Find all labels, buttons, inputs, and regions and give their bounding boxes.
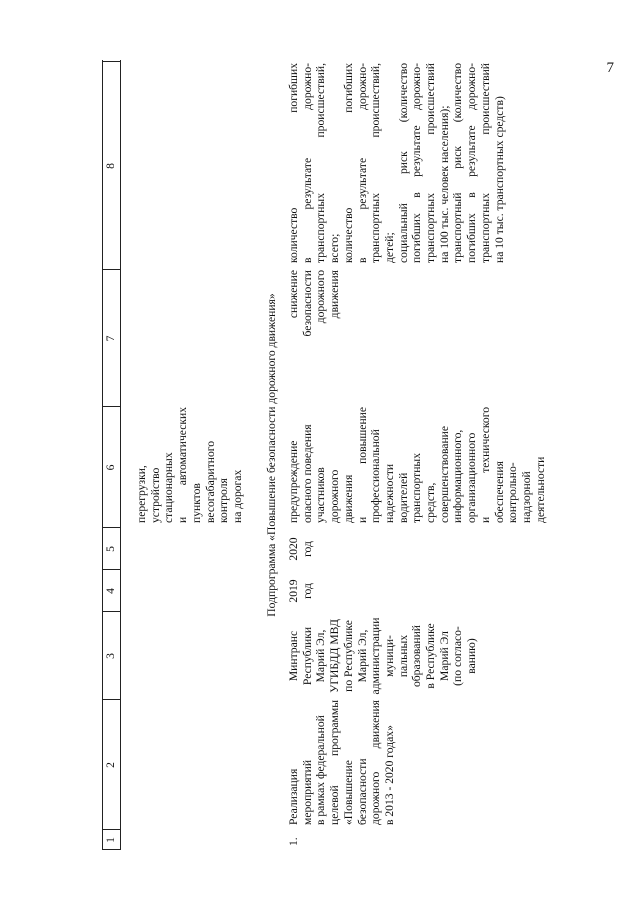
text-line: количество погибших	[287, 63, 300, 263]
text-line: информационного,	[451, 429, 465, 523]
column-number-7: 7	[104, 335, 117, 342]
text-line: транспортных	[410, 452, 424, 523]
text-line: пунктов	[189, 483, 203, 523]
text-line: транспортный риск (количество	[451, 63, 465, 263]
rotated-table	[102, 60, 547, 850]
row1-col7	[287, 270, 342, 345]
text-line: водителей	[396, 472, 410, 523]
text-line: образований	[410, 624, 424, 688]
text-line: контроля	[217, 478, 231, 523]
top-row-col6	[135, 407, 245, 523]
text-line: организационного	[465, 432, 479, 523]
text-line: надзорной	[519, 471, 533, 523]
text-line: целевой программы	[328, 700, 342, 825]
text-line: и автоматических	[176, 407, 190, 523]
text-line: и повышение	[355, 407, 369, 523]
column-number-3: 3	[104, 653, 117, 659]
column-number-2: 2	[104, 762, 117, 768]
text-line: устройство	[148, 467, 162, 523]
text-line: участников	[314, 467, 328, 523]
text-line: дорожного	[328, 469, 342, 523]
text-line: дорожного	[314, 270, 328, 324]
text-line: в результате дорожно-	[355, 63, 369, 263]
text-line: на 10 тыс. транспортных средств)	[492, 96, 506, 263]
row1-col4	[287, 570, 314, 612]
text-line: администрации	[369, 617, 383, 695]
text-line: движения	[341, 474, 355, 523]
text-line: 2019	[287, 579, 300, 603]
text-line: транспортных происшествий	[478, 63, 492, 263]
column-number-6: 6	[104, 464, 117, 471]
text-line: год	[300, 583, 314, 599]
text-line: транспортных происшествий	[424, 63, 438, 263]
text-line: весогабаритного	[203, 440, 217, 523]
text-line: в Республике	[424, 623, 438, 689]
text-line: в рамках федеральной	[314, 715, 328, 825]
row1-col6	[287, 407, 547, 523]
text-line: надежности	[382, 463, 396, 523]
text-line: безопасности	[300, 270, 314, 337]
text-line: Реализация	[287, 768, 300, 825]
text-line: УГИБДД МВД	[328, 619, 342, 693]
text-line: обеспечения	[492, 461, 506, 523]
subprogram-title: Подпрограмма «Повышение безопасности дорожного движения»	[265, 293, 278, 617]
text-line: Марий Эл	[437, 631, 451, 681]
text-line: муници-	[382, 635, 396, 677]
text-line: Марий Эл,	[314, 629, 328, 683]
row1-number: 1.	[287, 837, 300, 846]
text-line: детей;	[382, 232, 396, 263]
text-line: погибших в результате дорожно-	[410, 63, 424, 263]
text-line: (по согласо-	[451, 626, 465, 686]
text-line: и технического	[478, 407, 492, 523]
text-line: Республики	[300, 626, 314, 686]
text-line: предупреждение	[287, 440, 300, 523]
text-line: Марий Эл,	[355, 629, 369, 683]
text-line: социальный риск (количество	[396, 63, 410, 263]
text-line: на дорогах	[230, 469, 244, 523]
column-number-8: 8	[104, 163, 117, 169]
text-line: транспортных происшествий,	[314, 63, 328, 263]
column-number-1: 1	[104, 837, 117, 843]
text-line: безопасности	[355, 758, 369, 825]
text-line: транспортных происшествий,	[369, 63, 383, 263]
row1-col5	[287, 528, 314, 570]
text-line: снижение	[287, 270, 300, 319]
text-line: в результате дорожно-	[300, 63, 314, 263]
text-line: количество погибших	[341, 63, 355, 263]
column-number-5: 5	[104, 546, 117, 552]
header-row-border	[120, 60, 121, 850]
text-line: деятельности	[533, 456, 547, 523]
text-line: стационарных	[162, 452, 176, 523]
row1-col8	[287, 63, 506, 263]
text-line: погибших в результате дорожно-	[465, 63, 479, 263]
text-line: по Республике	[341, 620, 355, 692]
text-line: опасного поведения	[300, 424, 314, 523]
text-line: год	[300, 541, 314, 557]
row1-col3	[287, 612, 479, 700]
page-number: 7	[606, 60, 614, 76]
text-line: профессиональной	[369, 429, 383, 523]
text-line: в 2013 - 2020 годах»	[382, 725, 396, 825]
column-number-4: 4	[104, 588, 117, 594]
text-line: пальных	[396, 634, 410, 678]
row1-col2	[287, 700, 397, 825]
text-line: «Повышение	[341, 760, 355, 825]
text-line: мероприятий	[300, 759, 314, 825]
text-line: 2020	[287, 537, 300, 561]
text-line: контрольно-	[506, 462, 520, 523]
text-line: Минтранс	[287, 630, 300, 682]
text-line: движения	[328, 270, 342, 319]
text-line: дорожного движения	[369, 700, 383, 825]
text-line: перегрузки,	[135, 465, 148, 523]
text-line: на 100 тыс. человек населения);	[437, 105, 451, 263]
text-line: совершенствование	[437, 426, 451, 523]
text-line: средств,	[424, 482, 438, 523]
text-line: всего;	[328, 233, 342, 263]
text-line: ванию)	[465, 638, 479, 674]
